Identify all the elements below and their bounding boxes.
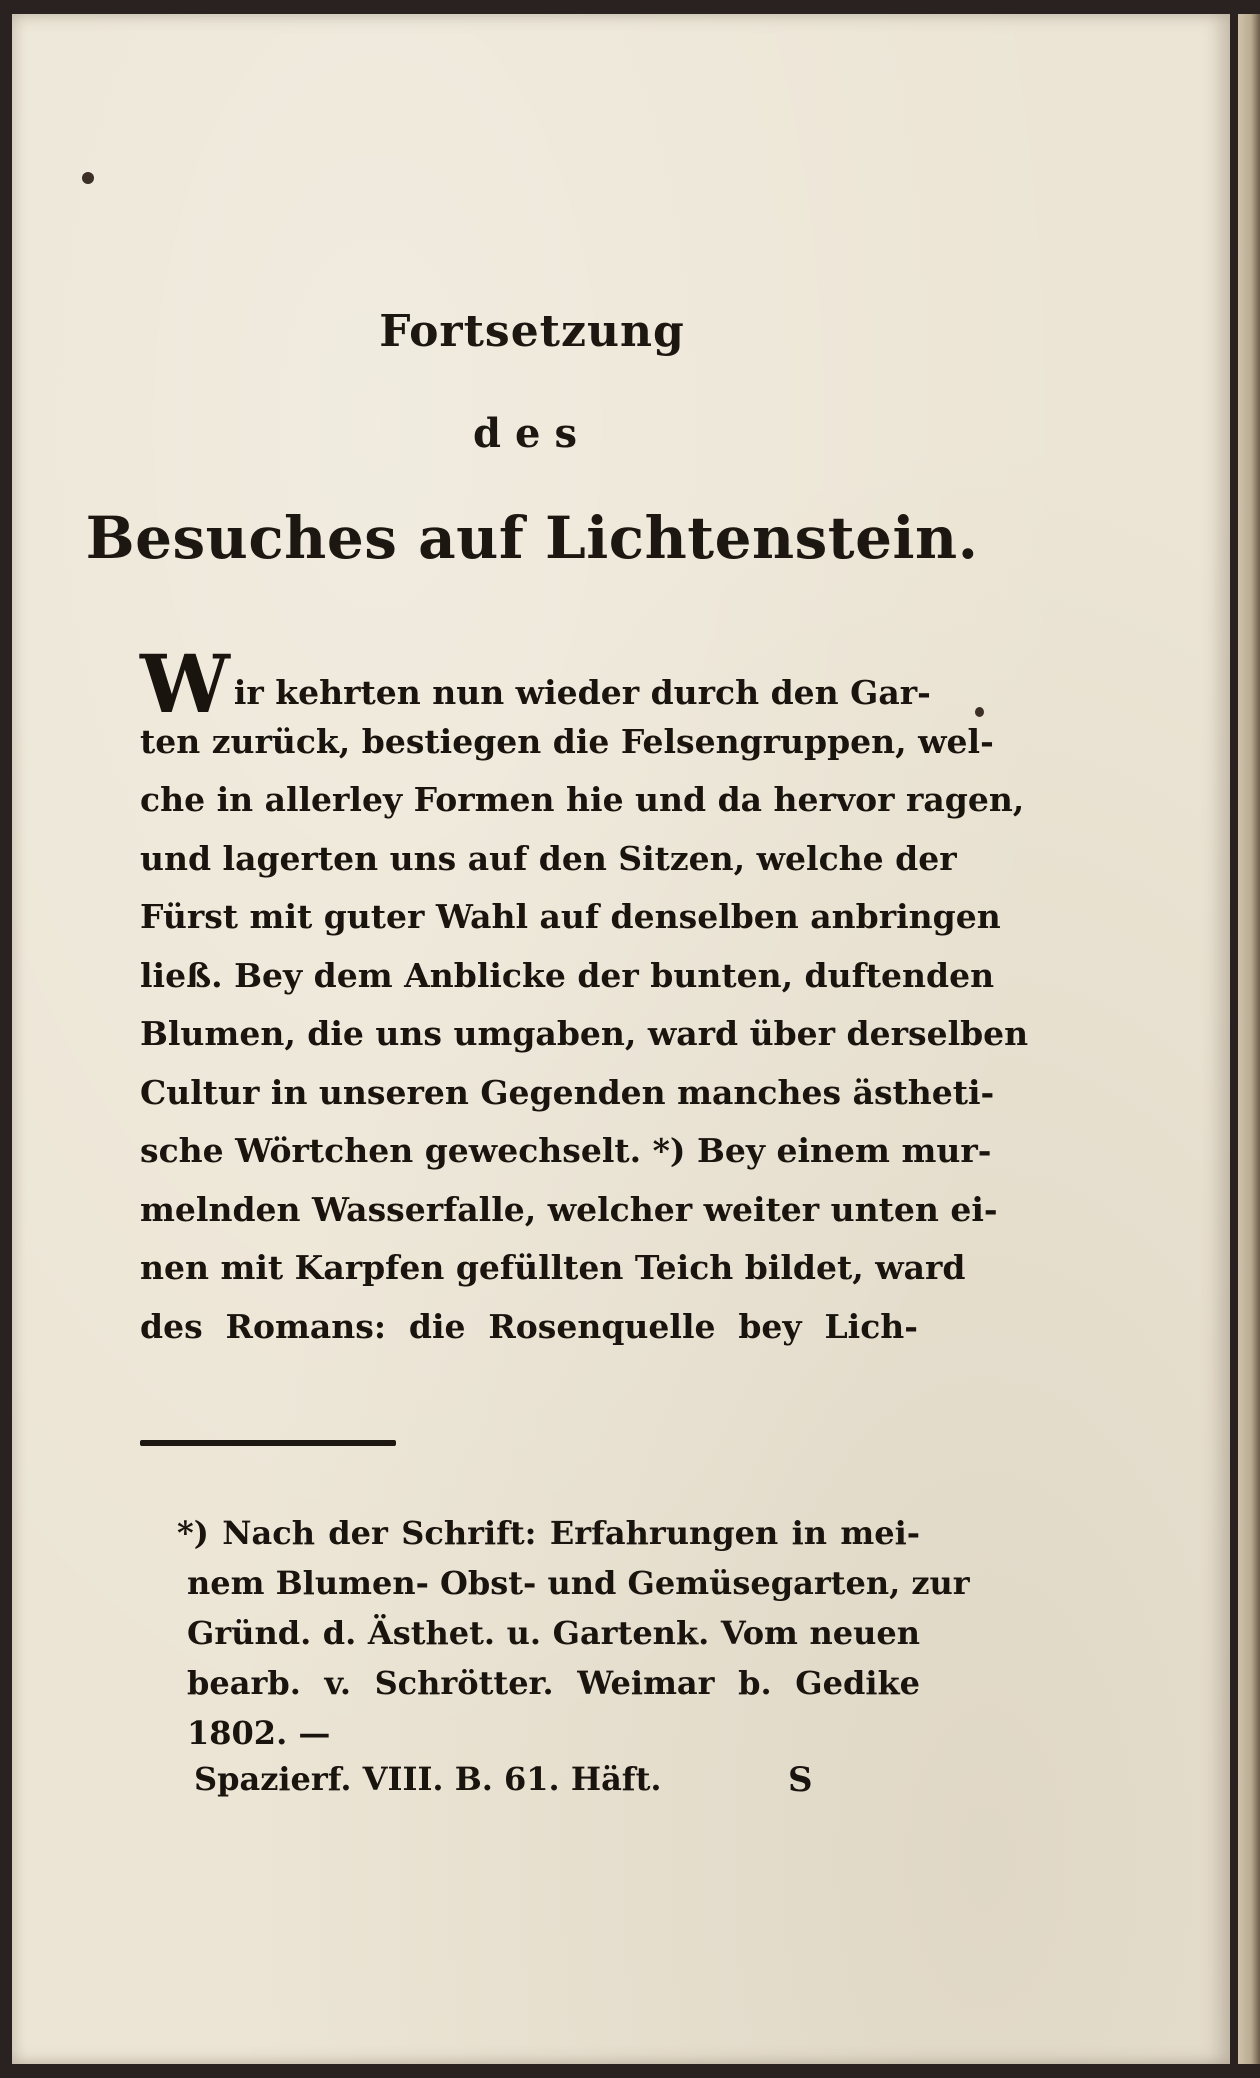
footnote-line: bearb. v. Schrötter. Weimar b. Gedike (187, 1664, 920, 1702)
page-title: Besuches auf Lichtenstein. (85, 504, 979, 572)
footnote-line: nem Blumen- Obst- und Gemüsegarten, zur (187, 1564, 970, 1602)
heading-continuation: Fortsetzung (379, 306, 685, 357)
text-line: Fürst mit guter Wahl auf denselben anbringen (140, 897, 1001, 936)
footnote-line: 1802. — (187, 1714, 331, 1752)
footnote-divider (140, 1440, 396, 1446)
text-line: ließ. Bey dem Anblicke der bunten, duftenden (140, 955, 995, 995)
ink-spot (82, 172, 94, 184)
footnote-line: Gründ. d. Ästhet. u. Gartenk. Vom neuen (187, 1614, 920, 1652)
drop-cap: W (140, 637, 230, 731)
printer-signature: Spazierf. VIII. B. 61. Häft. (194, 1760, 662, 1798)
text-line: Blumen, die uns umgaben, ward über derselben (140, 1014, 1029, 1053)
text-line: melnden Wasserfalle, welcher weiter unten ei- (140, 1189, 998, 1229)
heading-article: des (473, 410, 591, 457)
signature-mark: S (788, 1760, 813, 1800)
footnote (177, 1508, 970, 1758)
text-line: che in allerley Formen hie und da hervor ragen, (140, 780, 1025, 819)
text-line: und lagerten uns auf den Sitzen, welche der (140, 838, 957, 878)
ink-spot (975, 707, 984, 717)
text-line: Wir kehrten nun wieder durch den Gar- (140, 637, 931, 731)
footnote-line: *) Nach der Schrift: Erfahrungen in mei- (177, 1514, 920, 1552)
body-paragraph (140, 637, 1029, 1356)
text-line: nen mit Karpfen gefüllten Teich bildet, ward (140, 1248, 966, 1287)
text-line: ten zurück, bestiegen die Felsengruppen, wel- (140, 721, 994, 761)
text-line: sche Wörtchen gewechselt. *) Bey einem mur- (140, 1131, 992, 1170)
text-line: des Romans: die Rosenquelle bey Lich- (140, 1306, 918, 1346)
text-line: Cultur in unseren Gegenden manches ästheti- (140, 1072, 995, 1112)
page-edge (1238, 14, 1260, 2064)
book-page (12, 14, 1230, 2064)
